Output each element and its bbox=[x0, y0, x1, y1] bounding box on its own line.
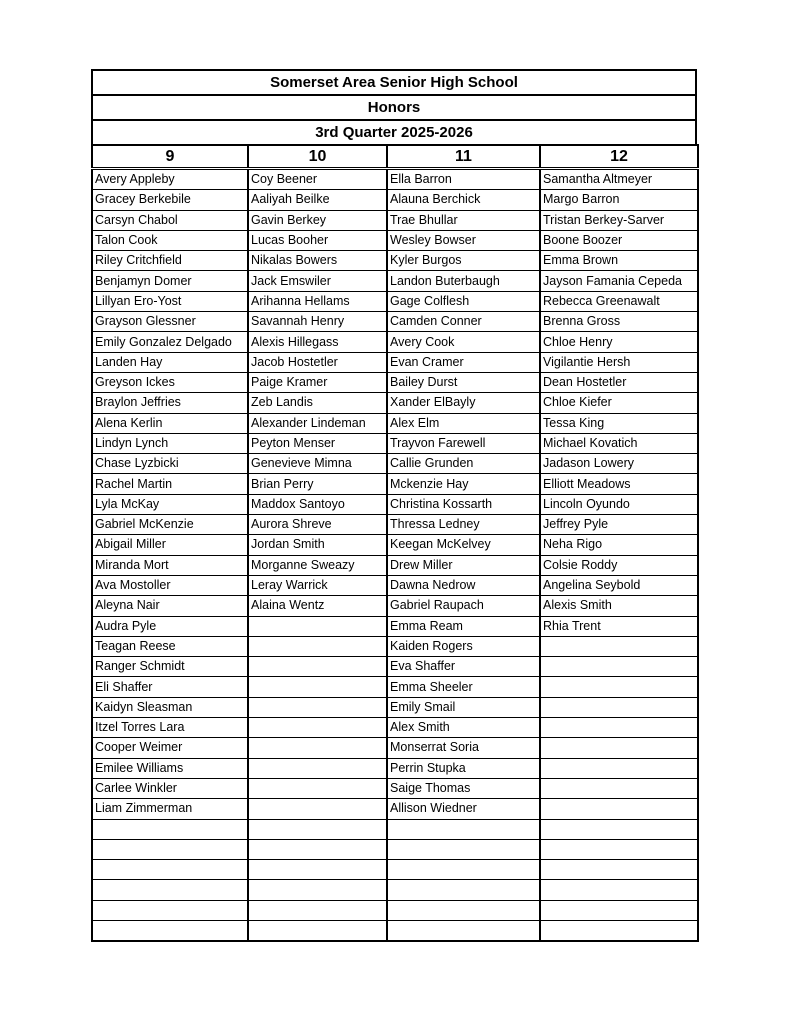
student-name-cell: Landen Hay bbox=[92, 352, 248, 372]
school-title: Somerset Area Senior High School bbox=[91, 69, 697, 94]
student-name-cell: Samantha Altmeyer bbox=[540, 169, 698, 190]
table-row bbox=[92, 433, 698, 453]
student-name-cell bbox=[248, 738, 387, 758]
table-row bbox=[92, 474, 698, 494]
student-name-cell: Wesley Bowser bbox=[387, 230, 540, 250]
table-row bbox=[92, 515, 698, 535]
table-row bbox=[92, 393, 698, 413]
student-name-cell bbox=[540, 920, 698, 941]
student-name-cell: Gabriel Raupach bbox=[387, 596, 540, 616]
student-name-cell bbox=[92, 880, 248, 900]
student-name-cell: Mckenzie Hay bbox=[387, 474, 540, 494]
student-name-cell: Angelina Seybold bbox=[540, 575, 698, 595]
student-name-cell bbox=[387, 900, 540, 920]
student-name-cell: Jacob Hostetler bbox=[248, 352, 387, 372]
student-name-cell: Carlee Winkler bbox=[92, 778, 248, 798]
grade-11-header: 11 bbox=[387, 145, 540, 169]
table-row bbox=[92, 332, 698, 352]
student-name-cell: Nikalas Bowers bbox=[248, 251, 387, 271]
grade-10-header: 10 bbox=[248, 145, 387, 169]
student-name-cell: Genevieve Mimna bbox=[248, 454, 387, 474]
student-name-cell bbox=[248, 697, 387, 717]
student-name-cell: Kyler Burgos bbox=[387, 251, 540, 271]
student-name-cell: Monserrat Soria bbox=[387, 738, 540, 758]
student-name-cell: Audra Pyle bbox=[92, 616, 248, 636]
student-name-cell: Emily Gonzalez Delgado bbox=[92, 332, 248, 352]
student-name-cell: Alexis Hillegass bbox=[248, 332, 387, 352]
student-name-cell: Gage Colflesh bbox=[387, 291, 540, 311]
student-name-cell bbox=[540, 819, 698, 839]
student-name-cell: Emma Sheeler bbox=[387, 677, 540, 697]
student-name-cell bbox=[540, 718, 698, 738]
student-name-cell bbox=[92, 860, 248, 880]
table-row bbox=[92, 494, 698, 514]
student-name-cell bbox=[540, 758, 698, 778]
student-name-cell: Xander ElBayly bbox=[387, 393, 540, 413]
table-row bbox=[92, 372, 698, 392]
student-name-cell bbox=[248, 799, 387, 819]
student-name-cell bbox=[540, 697, 698, 717]
student-name-cell: Tessa King bbox=[540, 413, 698, 433]
student-name-cell bbox=[540, 778, 698, 798]
student-name-cell bbox=[248, 758, 387, 778]
student-name-cell: Dawna Nedrow bbox=[387, 575, 540, 595]
student-rows bbox=[92, 169, 698, 942]
student-name-cell: Chase Lyzbicki bbox=[92, 454, 248, 474]
student-name-cell bbox=[248, 839, 387, 859]
table-row bbox=[92, 575, 698, 595]
student-name-cell bbox=[540, 880, 698, 900]
student-name-cell: Coy Beener bbox=[248, 169, 387, 190]
student-name-cell: Grayson Glessner bbox=[92, 312, 248, 332]
student-name-cell: Eli Shaffer bbox=[92, 677, 248, 697]
student-name-cell: Camden Conner bbox=[387, 312, 540, 332]
student-name-cell: Ava Mostoller bbox=[92, 575, 248, 595]
student-name-cell bbox=[387, 819, 540, 839]
table-row bbox=[92, 677, 698, 697]
student-name-cell: Avery Cook bbox=[387, 332, 540, 352]
student-name-cell: Bailey Durst bbox=[387, 372, 540, 392]
student-name-cell: Emily Smail bbox=[387, 697, 540, 717]
student-name-cell: Itzel Torres Lara bbox=[92, 718, 248, 738]
student-name-cell: Gabriel McKenzie bbox=[92, 515, 248, 535]
table-row bbox=[92, 251, 698, 271]
student-name-cell: Jadason Lowery bbox=[540, 454, 698, 474]
student-name-cell: Brian Perry bbox=[248, 474, 387, 494]
student-name-cell: Alena Kerlin bbox=[92, 413, 248, 433]
student-name-cell bbox=[540, 860, 698, 880]
student-name-cell: Aleyna Nair bbox=[92, 596, 248, 616]
honor-roll-sheet bbox=[91, 69, 697, 942]
table-row bbox=[92, 596, 698, 616]
student-name-cell bbox=[248, 819, 387, 839]
student-name-cell: Morganne Sweazy bbox=[248, 555, 387, 575]
student-name-cell: Savannah Henry bbox=[248, 312, 387, 332]
student-name-cell: Emilee Williams bbox=[92, 758, 248, 778]
student-name-cell: Arihanna Hellams bbox=[248, 291, 387, 311]
student-name-cell bbox=[92, 900, 248, 920]
student-name-cell: Boone Boozer bbox=[540, 230, 698, 250]
student-name-cell: Alauna Berchick bbox=[387, 190, 540, 210]
student-name-cell: Emma Ream bbox=[387, 616, 540, 636]
student-name-cell: Chloe Kiefer bbox=[540, 393, 698, 413]
student-name-cell: Emma Brown bbox=[540, 251, 698, 271]
student-name-cell bbox=[248, 900, 387, 920]
student-name-cell bbox=[92, 920, 248, 941]
student-name-cell: Jordan Smith bbox=[248, 535, 387, 555]
table-row bbox=[92, 778, 698, 798]
student-name-cell bbox=[540, 738, 698, 758]
student-name-cell: Alaina Wentz bbox=[248, 596, 387, 616]
student-name-cell: Riley Critchfield bbox=[92, 251, 248, 271]
table-row bbox=[92, 799, 698, 819]
table-row bbox=[92, 413, 698, 433]
student-name-cell bbox=[540, 799, 698, 819]
student-name-cell: Gracey Berkebile bbox=[92, 190, 248, 210]
student-name-cell: Lucas Booher bbox=[248, 230, 387, 250]
student-name-cell: Lillyan Ero-Yost bbox=[92, 291, 248, 311]
student-name-cell: Aaliyah Beilke bbox=[248, 190, 387, 210]
term-title: 3rd Quarter 2025-2026 bbox=[91, 119, 697, 144]
grade-12-header: 12 bbox=[540, 145, 698, 169]
student-name-cell: Leray Warrick bbox=[248, 575, 387, 595]
table-row bbox=[92, 291, 698, 311]
student-name-cell: Teagan Reese bbox=[92, 636, 248, 656]
student-name-cell: Paige Kramer bbox=[248, 372, 387, 392]
student-name-cell: Miranda Mort bbox=[92, 555, 248, 575]
table-row bbox=[92, 697, 698, 717]
table-row bbox=[92, 230, 698, 250]
student-name-cell: Keegan McKelvey bbox=[387, 535, 540, 555]
table-row bbox=[92, 839, 698, 859]
student-name-cell: Brenna Gross bbox=[540, 312, 698, 332]
table-row bbox=[92, 454, 698, 474]
student-name-cell: Christina Kossarth bbox=[387, 494, 540, 514]
student-name-cell: Rachel Martin bbox=[92, 474, 248, 494]
student-name-cell: Tristan Berkey-Sarver bbox=[540, 210, 698, 230]
student-name-cell: Liam Zimmerman bbox=[92, 799, 248, 819]
student-name-cell: Alex Smith bbox=[387, 718, 540, 738]
student-name-cell bbox=[248, 920, 387, 941]
student-name-cell bbox=[248, 880, 387, 900]
student-name-cell bbox=[248, 657, 387, 677]
table-row bbox=[92, 535, 698, 555]
student-name-cell: Zeb Landis bbox=[248, 393, 387, 413]
student-name-cell: Benjamyn Domer bbox=[92, 271, 248, 291]
student-name-cell: Greyson Ickes bbox=[92, 372, 248, 392]
student-name-cell: Neha Rigo bbox=[540, 535, 698, 555]
table-row bbox=[92, 636, 698, 656]
table-row bbox=[92, 555, 698, 575]
student-name-cell: Carsyn Chabol bbox=[92, 210, 248, 230]
grade-header-row bbox=[92, 145, 698, 169]
student-name-cell bbox=[248, 860, 387, 880]
grade-9-header: 9 bbox=[92, 145, 248, 169]
student-name-cell: Drew Miller bbox=[387, 555, 540, 575]
table-row bbox=[92, 352, 698, 372]
student-name-cell bbox=[387, 860, 540, 880]
table-row bbox=[92, 718, 698, 738]
table-row bbox=[92, 758, 698, 778]
student-name-cell: Lyla McKay bbox=[92, 494, 248, 514]
student-name-cell: Jeffrey Pyle bbox=[540, 515, 698, 535]
table-row bbox=[92, 169, 698, 190]
student-name-cell: Lincoln Oyundo bbox=[540, 494, 698, 514]
student-name-cell: Maddox Santoyo bbox=[248, 494, 387, 514]
student-name-cell: Ella Barron bbox=[387, 169, 540, 190]
table-row bbox=[92, 860, 698, 880]
student-name-cell: Evan Cramer bbox=[387, 352, 540, 372]
student-name-cell bbox=[92, 819, 248, 839]
student-name-cell: Alexander Lindeman bbox=[248, 413, 387, 433]
student-name-cell: Talon Cook bbox=[92, 230, 248, 250]
table-row bbox=[92, 819, 698, 839]
student-name-cell: Kaiden Rogers bbox=[387, 636, 540, 656]
student-name-cell bbox=[248, 616, 387, 636]
table-row bbox=[92, 190, 698, 210]
student-name-cell: Perrin Stupka bbox=[387, 758, 540, 778]
list-title: Honors bbox=[91, 94, 697, 119]
student-name-cell: Thressa Ledney bbox=[387, 515, 540, 535]
student-name-cell: Landon Buterbaugh bbox=[387, 271, 540, 291]
table-row bbox=[92, 312, 698, 332]
table-row bbox=[92, 880, 698, 900]
student-name-cell bbox=[540, 657, 698, 677]
student-name-cell: Trayvon Farewell bbox=[387, 433, 540, 453]
student-name-cell: Saige Thomas bbox=[387, 778, 540, 798]
table-row bbox=[92, 616, 698, 636]
student-name-cell: Kaidyn Sleasman bbox=[92, 697, 248, 717]
student-name-cell: Aurora Shreve bbox=[248, 515, 387, 535]
student-name-cell: Margo Barron bbox=[540, 190, 698, 210]
student-name-cell: Allison Wiedner bbox=[387, 799, 540, 819]
student-name-cell: Michael Kovatich bbox=[540, 433, 698, 453]
student-name-cell bbox=[540, 677, 698, 697]
student-name-cell: Peyton Menser bbox=[248, 433, 387, 453]
student-name-cell bbox=[248, 778, 387, 798]
student-name-cell: Trae Bhullar bbox=[387, 210, 540, 230]
table-row bbox=[92, 210, 698, 230]
student-name-cell bbox=[387, 880, 540, 900]
student-name-cell bbox=[540, 636, 698, 656]
table-row bbox=[92, 920, 698, 941]
student-name-cell: Colsie Roddy bbox=[540, 555, 698, 575]
student-name-cell bbox=[387, 920, 540, 941]
student-name-cell: Jayson Famania Cepeda bbox=[540, 271, 698, 291]
student-name-cell: Jack Emswiler bbox=[248, 271, 387, 291]
student-name-cell: Gavin Berkey bbox=[248, 210, 387, 230]
student-name-cell bbox=[540, 839, 698, 859]
student-name-cell: Dean Hostetler bbox=[540, 372, 698, 392]
student-name-cell: Ranger Schmidt bbox=[92, 657, 248, 677]
honors-table bbox=[91, 144, 699, 942]
student-name-cell: Lindyn Lynch bbox=[92, 433, 248, 453]
table-row bbox=[92, 657, 698, 677]
student-name-cell: Avery Appleby bbox=[92, 169, 248, 190]
student-name-cell: Braylon Jeffries bbox=[92, 393, 248, 413]
student-name-cell bbox=[387, 839, 540, 859]
student-name-cell: Cooper Weimer bbox=[92, 738, 248, 758]
student-name-cell: Rhia Trent bbox=[540, 616, 698, 636]
table-row bbox=[92, 900, 698, 920]
student-name-cell: Callie Grunden bbox=[387, 454, 540, 474]
student-name-cell bbox=[248, 636, 387, 656]
student-name-cell: Elliott Meadows bbox=[540, 474, 698, 494]
student-name-cell bbox=[540, 900, 698, 920]
student-name-cell: Alex Elm bbox=[387, 413, 540, 433]
table-row bbox=[92, 738, 698, 758]
student-name-cell: Alexis Smith bbox=[540, 596, 698, 616]
student-name-cell bbox=[92, 839, 248, 859]
student-name-cell: Vigilantie Hersh bbox=[540, 352, 698, 372]
table-row bbox=[92, 271, 698, 291]
student-name-cell: Eva Shaffer bbox=[387, 657, 540, 677]
student-name-cell: Abigail Miller bbox=[92, 535, 248, 555]
student-name-cell bbox=[248, 677, 387, 697]
student-name-cell: Chloe Henry bbox=[540, 332, 698, 352]
student-name-cell bbox=[248, 718, 387, 738]
student-name-cell: Rebecca Greenawalt bbox=[540, 291, 698, 311]
